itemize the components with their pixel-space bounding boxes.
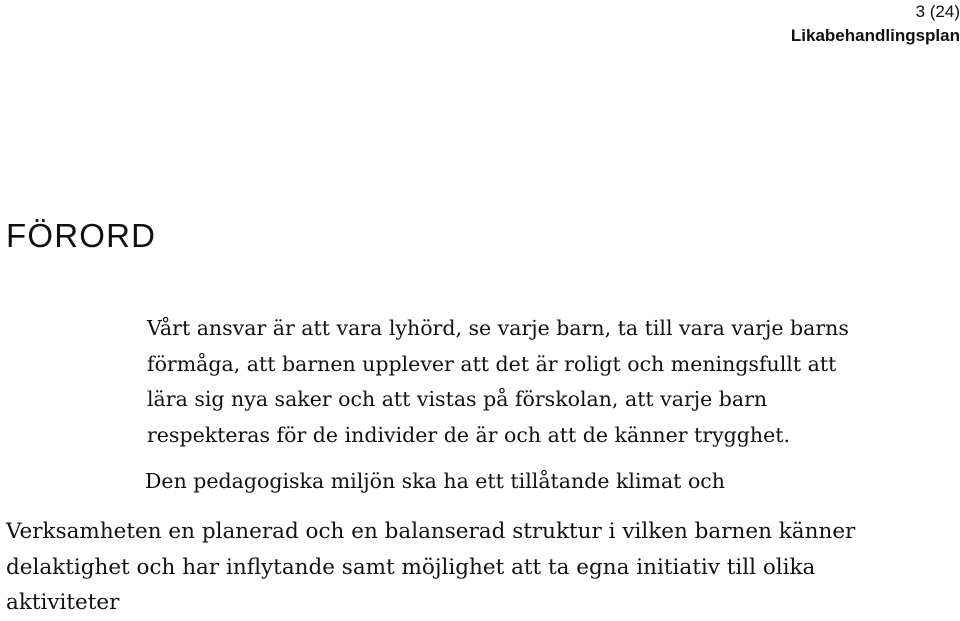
section-heading: FÖRORD [6, 217, 157, 254]
intro-line: respekteras för de individer de är och att de känner trygghet. [147, 422, 791, 447]
intro-line: lära sig nya saker och att vistas på förskolan, att varje barn [147, 387, 768, 411]
paragraph2-first-line: Den pedagogiska miljön ska ha ett tillåtande klimat och [145, 469, 725, 493]
paragraph2-line: delaktighet och har inflytande samt möjlighet att ta egna initiativ till olika [6, 554, 816, 580]
paragraph2-body [6, 514, 956, 621]
paragraph2-line: aktiviteter [6, 590, 120, 615]
intro-line: förmåga, att barnen upplever att det är roligt och meningsfullt att [147, 351, 837, 376]
paragraph2-line: Verksamheten en planerad och en balanserad struktur i vilken barnen känner [6, 519, 856, 544]
page-number: 3 (24) [915, 2, 960, 21]
page-header [791, 0, 960, 48]
intro-paragraph [147, 311, 897, 453]
document-title: Likabehandlingsplan [790, 26, 960, 45]
intro-line: Vårt ansvar är att vara lyhörd, se varje barn, ta till vara varje barns [147, 316, 849, 340]
